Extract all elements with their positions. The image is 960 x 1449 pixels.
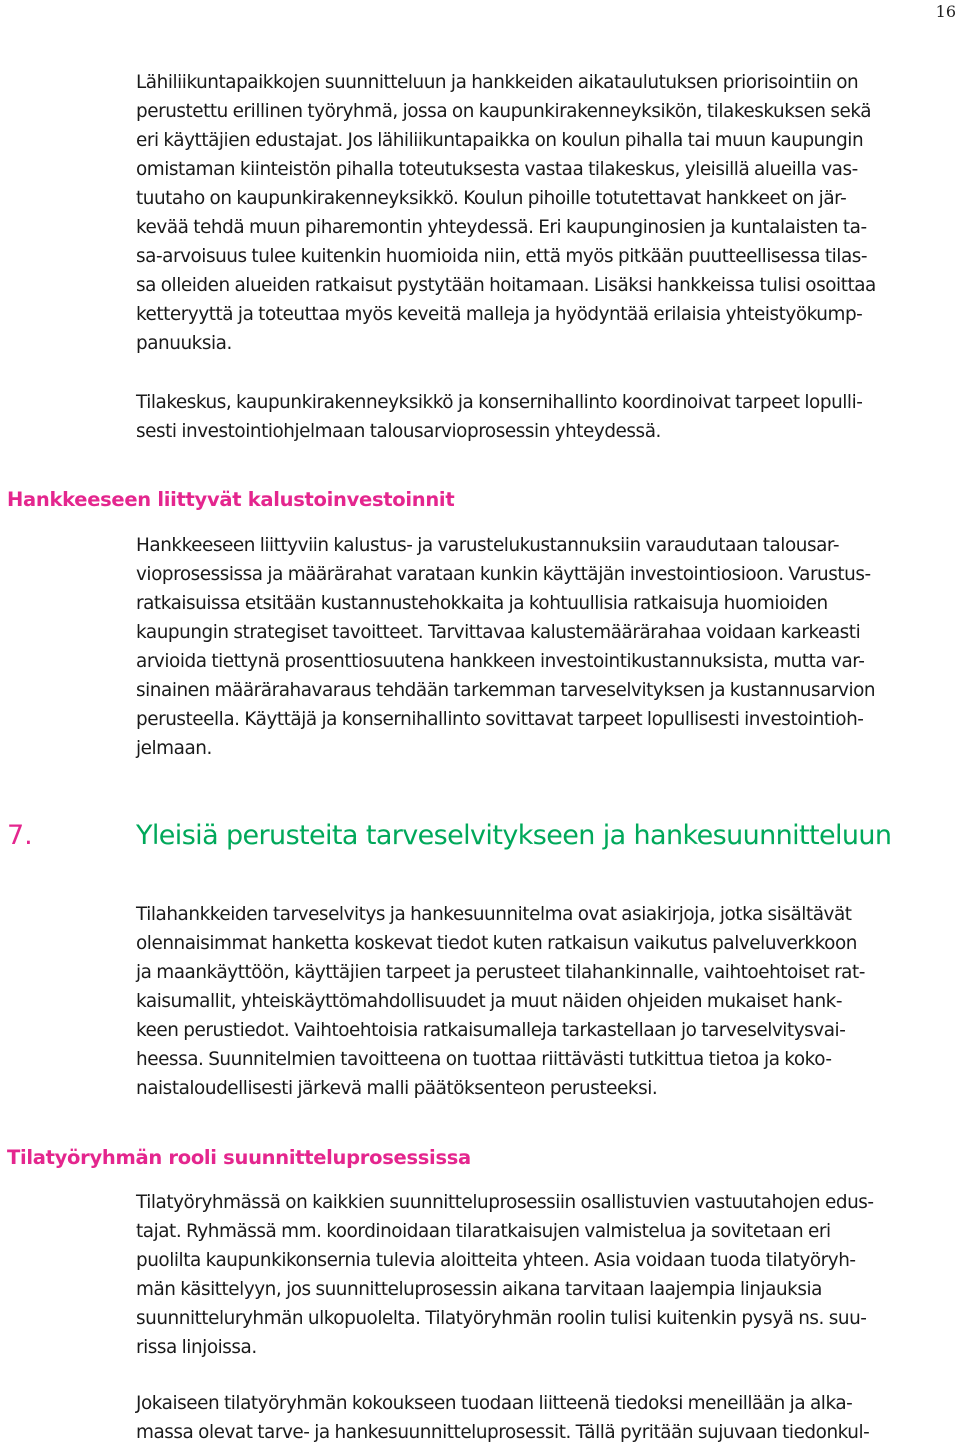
paragraph-kalustus: Hankkeeseen liittyviin kalustus- ja varustelukustannuksiin varaudutaan talousar- vioprosessissa ja määrärahat varataan kunkin käyttäjän investointiosioon. Varustus- ratkaisuissa etsitään kustannustehokkaita ja kohtuullisia ratkaisuja huomioiden kaupungin strategiset tavoitteet. Tarvittavaa kalustemäärärahaa voidaan karkeasti arvioida tiettynä prosenttiosuutena hankkeen investointikustannuksista, mutta var- sinainen määrärahavaraus tehdään tarkemman tarveselvityksen ja kustannusarvion perusteella. Käyttäjä ja konsernihallinto sovittavat tarpeet lopullisesti investointioh- jelmaan.	[136, 535, 876, 759]
subheading-kalustoinvestoinnit: Hankkeeseen liittyvät kalustoinvestoinnit	[7, 488, 455, 511]
paragraph-tilatyoryhma: Tilatyöryhmässä on kaikkien suunnitteluprosessiin osallistuvien vastuutahojen edus- tajat. Ryhmässä mm. koordinoidaan tilaratkaisujen valmistelua ja sovitetaan eri puolilta kaupunkikonsernia tulevia aloitteita yhteen. Asia voidaan tuoda tilatyöryh- män käsittelyyn, jos suunnitteluprosessin aikana tarvitaan laajempia linjauksia suunnitteluryhmän ulkopuolelta. Tilatyöryhmän roolin tulisi kuitenkin pysyä ns. suu- rissa linjoissa.	[136, 1192, 874, 1358]
page-number: 16	[935, 2, 956, 21]
paragraph-tarveselvitys: Tilahankkeiden tarveselvitys ja hankesuunnitelma ovat asiakirjoja, jotka sisältävät olennaisimmat hanketta koskevat tiedot kuten ratkaisun vaikutus palveluverkkoon ja maankäyttöön, käyttäjien tarpeet ja perusteet tilahankinnalle, vaihtoehtoiset rat- kaisumallit, yhteiskäyttömahdollisuudet ja muut näiden ohjeiden mukaiset hank- keen perustiedot. Vaihtoehtoisia ratkaisumalleja tarkastellaan jo tarveselvitysvai- heessa. Suunnitelmien tavoitteena on tuottaa riittävästi tutkittua tietoa ja koko- naistaloudellisesti järkevä malli päätöksenteon perusteeksi.	[136, 904, 865, 1099]
subheading-tilatyoryhma: Tilatyöryhmän rooli suunnitteluprosessissa	[7, 1146, 471, 1169]
section-number: 7.	[7, 820, 33, 851]
paragraph-lahiliikuntapaikat: Lähiliikuntapaikkojen suunnitteluun ja hankkeiden aikataulutuksen priorisointiin on perustettu erillinen työryhmä, jossa on kaupunkirakenneyksikön, tilakeskuksen sekä eri käyttäjien edustajat. Jos lähiliikuntapaikka on koulun pihalla tai muun kaupungin omistaman kiinteistön pihalla toteutuksesta vastaa tilakeskus, yleisillä alueilla vas- tuutaho on kaupunkirakenneyksikkö. Koulun pihoille totutettavat hankkeet on jär- kevää tehdä muun piharemontin yhteydessä. Eri kaupunginosien ja kuntalaisten ta- sa-arvoisuus tulee kuitenkin huomioida niin, että myös pitkään puutteellisessa tilas- sa olleiden alueiden ratkaisut pystytään hoitamaan. Lisäksi hankkeissa tulisi osoittaa ketteryyttä ja toteuttaa myös keveitä malleja ja hyödyntää erilaisia yhteistyökump- panuuksia.	[136, 72, 876, 354]
section-title: Yleisiä perusteita tarveselvitykseen ja hankesuunnitteluun	[136, 820, 892, 851]
paragraph-koordinointi: Tilakeskus, kaupunkirakenneyksikkö ja konsernihallinto koordinoivat tarpeet lopulli- sesti investointiohjelmaan talousarvioprosessin yhteydessä.	[136, 392, 863, 442]
paragraph-kokoukset: Jokaiseen tilatyöryhmän kokoukseen tuodaan liitteenä tiedoksi meneillään ja alka- massa olevat tarve- ja hankesuunnitteluprosessit. Tällä pyritään sujuvaan tiedonkul-	[136, 1393, 870, 1443]
